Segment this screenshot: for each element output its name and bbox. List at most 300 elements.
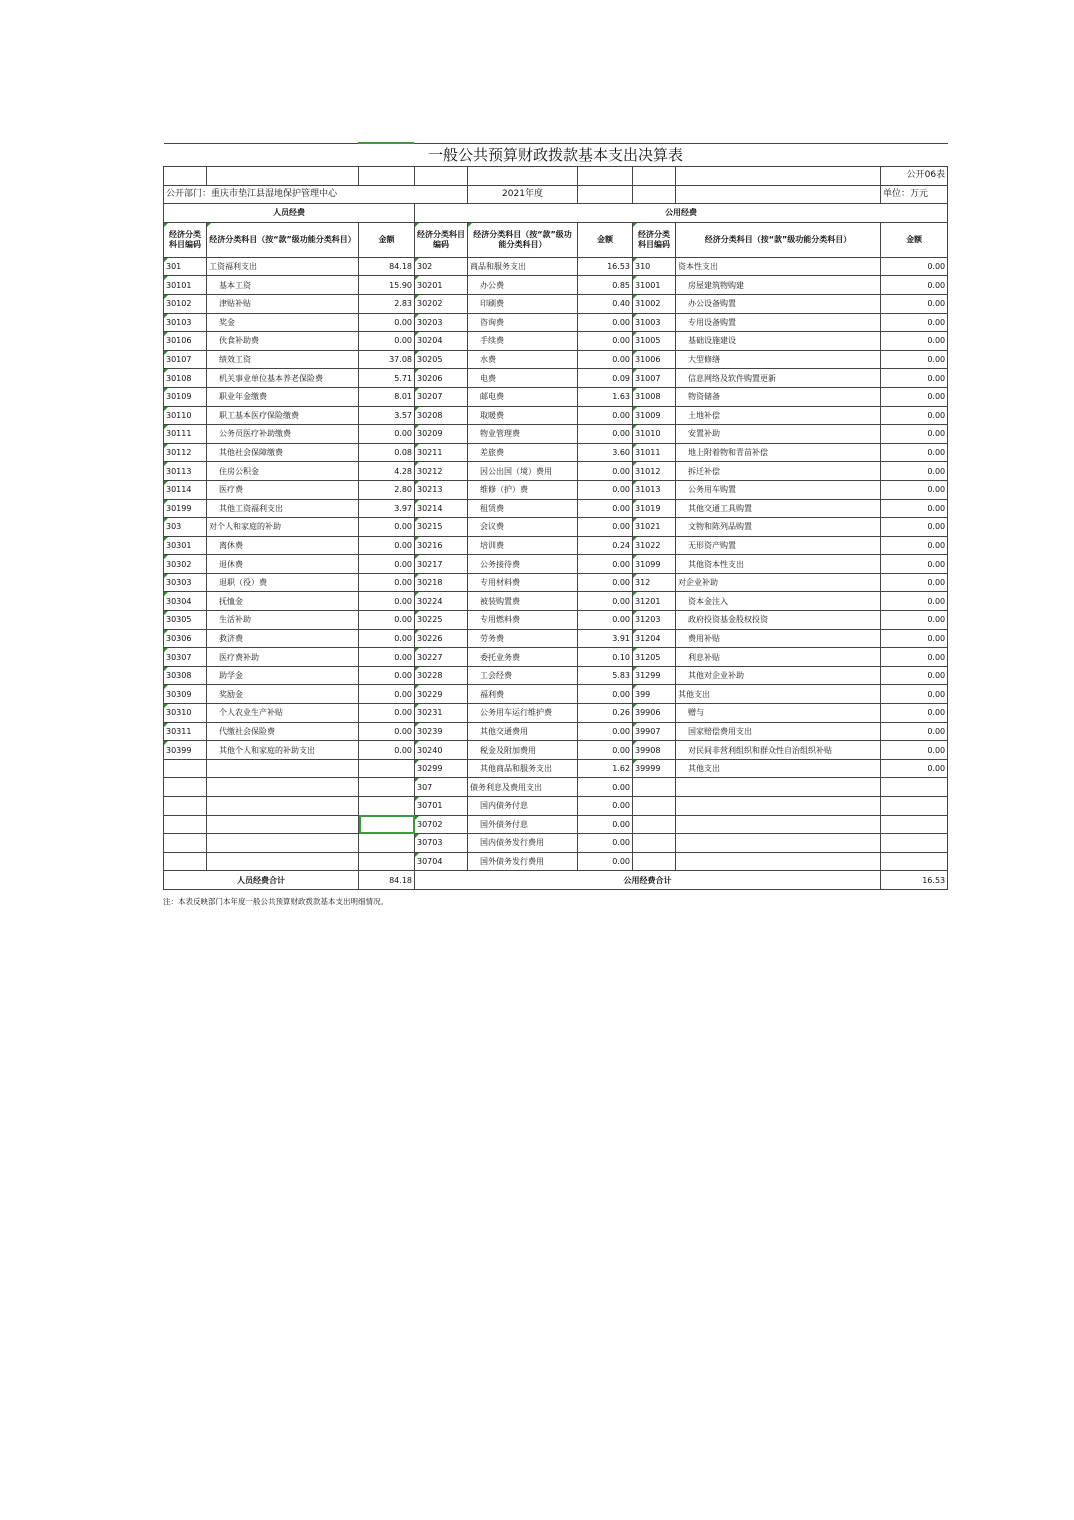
cell-amount-a[interactable]: 84.18 — [359, 257, 415, 276]
cell-name-c[interactable]: 费用补贴 — [676, 629, 881, 648]
cell-amount-b[interactable]: 0.00 — [578, 313, 633, 332]
cell-amount-a[interactable] — [359, 778, 415, 797]
cell-amount-c[interactable]: 0.00 — [881, 443, 948, 462]
cell-name-c[interactable]: 对企业补助 — [676, 573, 881, 592]
cell-code-a[interactable]: 30309 — [164, 685, 207, 704]
cell-name-a[interactable] — [207, 852, 359, 871]
cell-amount-b[interactable]: 5.83 — [578, 666, 633, 685]
cell-name-b[interactable]: 电费 — [468, 369, 578, 388]
cell-amount-b[interactable]: 0.00 — [578, 518, 633, 537]
cell-code-b[interactable]: 30225 — [415, 611, 468, 630]
cell-amount-a[interactable]: 4.28 — [359, 462, 415, 481]
cell-amount-a[interactable]: 0.00 — [359, 741, 415, 760]
cell-code-a[interactable]: 301 — [164, 257, 207, 276]
cell-name-b[interactable]: 邮电费 — [468, 387, 578, 406]
cell-code-a[interactable]: 30301 — [164, 536, 207, 555]
cell-amount-b[interactable]: 0.40 — [578, 294, 633, 313]
cell-name-a[interactable]: 奖金 — [207, 313, 359, 332]
cell-code-b[interactable]: 30702 — [415, 815, 468, 834]
cell-amount-c[interactable]: 0.00 — [881, 666, 948, 685]
cell-name-a[interactable]: 住房公积金 — [207, 462, 359, 481]
cell-code-a[interactable]: 30199 — [164, 499, 207, 518]
cell-amount-b[interactable]: 0.00 — [578, 815, 633, 834]
cell-name-a[interactable]: 退休费 — [207, 555, 359, 574]
cell-code-a[interactable]: 30306 — [164, 629, 207, 648]
cell-amount-b[interactable]: 0.00 — [578, 462, 633, 481]
cell-amount-a[interactable]: 0.00 — [359, 666, 415, 685]
cell-name-b[interactable]: 印刷费 — [468, 294, 578, 313]
cell-amount-a[interactable]: 3.57 — [359, 406, 415, 425]
cell-amount-c[interactable]: 0.00 — [881, 592, 948, 611]
cell-code-c[interactable] — [633, 834, 676, 853]
cell-amount-c[interactable]: 0.00 — [881, 722, 948, 741]
cell-amount-a[interactable]: 3.97 — [359, 499, 415, 518]
cell-code-a[interactable]: 30308 — [164, 666, 207, 685]
cell-name-c[interactable]: 其他资本性支出 — [676, 555, 881, 574]
cell-amount-b[interactable]: 3.60 — [578, 443, 633, 462]
cell-name-b[interactable]: 其他商品和服务支出 — [468, 759, 578, 778]
cell-code-a[interactable]: 30307 — [164, 648, 207, 667]
cell-code-c[interactable]: 31021 — [633, 518, 676, 537]
cell-amount-b[interactable]: 0.00 — [578, 797, 633, 816]
cell-amount-c[interactable]: 0.00 — [881, 518, 948, 537]
cell-code-c[interactable]: 31204 — [633, 629, 676, 648]
cell-amount-a[interactable] — [359, 815, 415, 834]
cell-amount-c[interactable]: 0.00 — [881, 369, 948, 388]
cell-code-b[interactable]: 30201 — [415, 276, 468, 295]
cell-code-a[interactable]: 30310 — [164, 704, 207, 723]
cell-amount-c[interactable] — [881, 852, 948, 871]
cell-amount-b[interactable]: 0.00 — [578, 685, 633, 704]
cell-name-b[interactable]: 工会经费 — [468, 666, 578, 685]
cell-code-c[interactable]: 31099 — [633, 555, 676, 574]
cell-name-a[interactable]: 医疗费补助 — [207, 648, 359, 667]
cell-amount-b[interactable]: 0.00 — [578, 611, 633, 630]
cell-code-b[interactable]: 30228 — [415, 666, 468, 685]
cell-name-c[interactable]: 其他对企业补助 — [676, 666, 881, 685]
cell-code-b[interactable]: 30214 — [415, 499, 468, 518]
cell-name-c[interactable]: 无形资产购置 — [676, 536, 881, 555]
cell-name-a[interactable]: 退职（役）费 — [207, 573, 359, 592]
cell-amount-a[interactable]: 5.71 — [359, 369, 415, 388]
cell-name-c[interactable]: 赠与 — [676, 704, 881, 723]
cell-code-b[interactable]: 30202 — [415, 294, 468, 313]
cell-name-b[interactable]: 租赁费 — [468, 499, 578, 518]
cell-name-b[interactable]: 差旅费 — [468, 443, 578, 462]
cell-name-b[interactable]: 培训费 — [468, 536, 578, 555]
cell-name-a[interactable]: 职工基本医疗保险缴费 — [207, 406, 359, 425]
cell-amount-b[interactable]: 0.00 — [578, 722, 633, 741]
cell-code-a[interactable]: 30101 — [164, 276, 207, 295]
cell-code-c[interactable] — [633, 852, 676, 871]
cell-code-a[interactable]: 30399 — [164, 741, 207, 760]
cell-name-a[interactable] — [207, 759, 359, 778]
cell-name-c[interactable]: 文物和陈列品购置 — [676, 518, 881, 537]
cell-amount-b[interactable]: 0.09 — [578, 369, 633, 388]
cell-amount-c[interactable]: 0.00 — [881, 629, 948, 648]
cell-code-a[interactable]: 30112 — [164, 443, 207, 462]
cell-amount-b[interactable]: 0.00 — [578, 480, 633, 499]
cell-name-a[interactable]: 对个人和家庭的补助 — [207, 518, 359, 537]
cell-amount-b[interactable]: 1.62 — [578, 759, 633, 778]
cell-code-c[interactable]: 31005 — [633, 332, 676, 351]
cell-code-a[interactable]: 303 — [164, 518, 207, 537]
cell-code-c[interactable]: 310 — [633, 257, 676, 276]
cell-amount-b[interactable]: 16.53 — [578, 257, 633, 276]
cell-name-c[interactable]: 公务用车购置 — [676, 480, 881, 499]
cell-name-c[interactable] — [676, 834, 881, 853]
cell-amount-c[interactable]: 0.00 — [881, 611, 948, 630]
cell-amount-a[interactable]: 0.00 — [359, 425, 415, 444]
cell-name-a[interactable]: 个人农业生产补贴 — [207, 704, 359, 723]
cell-name-a[interactable]: 离休费 — [207, 536, 359, 555]
cell-code-b[interactable]: 30216 — [415, 536, 468, 555]
cell-code-a[interactable]: 30303 — [164, 573, 207, 592]
cell-code-b[interactable]: 30212 — [415, 462, 468, 481]
cell-amount-c[interactable] — [881, 834, 948, 853]
cell-name-c[interactable]: 安置补助 — [676, 425, 881, 444]
cell-name-c[interactable]: 国家赔偿费用支出 — [676, 722, 881, 741]
cell-name-b[interactable]: 福利费 — [468, 685, 578, 704]
cell-code-b[interactable]: 30213 — [415, 480, 468, 499]
cell-code-b[interactable]: 30206 — [415, 369, 468, 388]
cell-code-a[interactable]: 30106 — [164, 332, 207, 351]
cell-name-b[interactable]: 国外债务发行费用 — [468, 852, 578, 871]
cell-code-c[interactable]: 39999 — [633, 759, 676, 778]
cell-name-a[interactable]: 其他社会保障缴费 — [207, 443, 359, 462]
cell-amount-b[interactable]: 0.00 — [578, 741, 633, 760]
cell-name-b[interactable]: 税金及附加费用 — [468, 741, 578, 760]
cell-name-a[interactable] — [207, 797, 359, 816]
cell-name-a[interactable] — [207, 834, 359, 853]
cell-name-c[interactable]: 其他支出 — [676, 685, 881, 704]
cell-code-b[interactable]: 30203 — [415, 313, 468, 332]
cell-amount-b[interactable]: 0.85 — [578, 276, 633, 295]
cell-amount-c[interactable]: 0.00 — [881, 406, 948, 425]
cell-name-b[interactable]: 公务用车运行维护费 — [468, 704, 578, 723]
cell-name-c[interactable]: 办公设备购置 — [676, 294, 881, 313]
cell-amount-a[interactable]: 37.08 — [359, 350, 415, 369]
cell-amount-a[interactable] — [359, 834, 415, 853]
cell-code-b[interactable]: 30701 — [415, 797, 468, 816]
cell-code-a[interactable]: 30302 — [164, 555, 207, 574]
cell-name-c[interactable] — [676, 815, 881, 834]
cell-name-b[interactable]: 国外债务付息 — [468, 815, 578, 834]
cell-code-b[interactable]: 302 — [415, 257, 468, 276]
cell-amount-a[interactable]: 15.90 — [359, 276, 415, 295]
cell-name-c[interactable]: 大型修缮 — [676, 350, 881, 369]
cell-amount-a[interactable]: 8.01 — [359, 387, 415, 406]
cell-code-a[interactable]: 30109 — [164, 387, 207, 406]
cell-name-c[interactable]: 资本性支出 — [676, 257, 881, 276]
cell-amount-c[interactable]: 0.00 — [881, 462, 948, 481]
cell-amount-b[interactable]: 0.00 — [578, 555, 633, 574]
cell-name-a[interactable]: 职业年金缴费 — [207, 387, 359, 406]
cell-amount-a[interactable]: 0.00 — [359, 573, 415, 592]
cell-code-c[interactable]: 31008 — [633, 387, 676, 406]
cell-name-a[interactable]: 其他工资福利支出 — [207, 499, 359, 518]
cell-name-a[interactable]: 医疗费 — [207, 480, 359, 499]
cell-code-a[interactable]: 30113 — [164, 462, 207, 481]
cell-name-a[interactable]: 绩效工资 — [207, 350, 359, 369]
cell-code-b[interactable]: 307 — [415, 778, 468, 797]
cell-amount-c[interactable]: 0.00 — [881, 480, 948, 499]
cell-code-c[interactable]: 39908 — [633, 741, 676, 760]
cell-name-b[interactable]: 水费 — [468, 350, 578, 369]
cell-amount-c[interactable]: 0.00 — [881, 536, 948, 555]
cell-amount-c[interactable] — [881, 815, 948, 834]
cell-code-b[interactable]: 30704 — [415, 852, 468, 871]
cell-code-c[interactable]: 31003 — [633, 313, 676, 332]
cell-code-a[interactable]: 30305 — [164, 611, 207, 630]
cell-code-c[interactable]: 39906 — [633, 704, 676, 723]
cell-code-c[interactable]: 31022 — [633, 536, 676, 555]
cell-amount-a[interactable] — [359, 797, 415, 816]
cell-amount-b[interactable]: 0.00 — [578, 425, 633, 444]
cell-name-c[interactable]: 土地补偿 — [676, 406, 881, 425]
cell-amount-a[interactable]: 0.00 — [359, 722, 415, 741]
cell-amount-b[interactable]: 0.26 — [578, 704, 633, 723]
cell-code-a[interactable]: 30107 — [164, 350, 207, 369]
cell-name-c[interactable]: 房屋建筑物购建 — [676, 276, 881, 295]
cell-code-b[interactable]: 30215 — [415, 518, 468, 537]
cell-code-c[interactable]: 31201 — [633, 592, 676, 611]
cell-amount-b[interactable]: 0.00 — [578, 350, 633, 369]
cell-name-c[interactable]: 专用设备购置 — [676, 313, 881, 332]
cell-code-b[interactable]: 30207 — [415, 387, 468, 406]
cell-code-c[interactable]: 31299 — [633, 666, 676, 685]
cell-amount-c[interactable]: 0.00 — [881, 425, 948, 444]
cell-amount-a[interactable]: 0.00 — [359, 611, 415, 630]
cell-amount-c[interactable]: 0.00 — [881, 573, 948, 592]
cell-amount-c[interactable]: 0.00 — [881, 499, 948, 518]
cell-code-b[interactable]: 30231 — [415, 704, 468, 723]
cell-code-b[interactable]: 30204 — [415, 332, 468, 351]
cell-amount-c[interactable]: 0.00 — [881, 759, 948, 778]
cell-code-a[interactable]: 30110 — [164, 406, 207, 425]
cell-amount-b[interactable]: 0.00 — [578, 592, 633, 611]
cell-code-c[interactable]: 399 — [633, 685, 676, 704]
cell-amount-c[interactable] — [881, 778, 948, 797]
cell-code-c[interactable]: 31203 — [633, 611, 676, 630]
cell-name-a[interactable] — [207, 778, 359, 797]
cell-code-b[interactable]: 30227 — [415, 648, 468, 667]
cell-amount-a[interactable]: 0.08 — [359, 443, 415, 462]
cell-code-b[interactable]: 30218 — [415, 573, 468, 592]
cell-code-c[interactable]: 31011 — [633, 443, 676, 462]
cell-name-a[interactable]: 救济费 — [207, 629, 359, 648]
cell-amount-c[interactable]: 0.00 — [881, 555, 948, 574]
cell-name-a[interactable]: 公务员医疗补助缴费 — [207, 425, 359, 444]
cell-amount-b[interactable]: 0.00 — [578, 499, 633, 518]
cell-amount-a[interactable]: 2.80 — [359, 480, 415, 499]
cell-name-b[interactable]: 因公出国（境）费用 — [468, 462, 578, 481]
cell-amount-c[interactable]: 0.00 — [881, 257, 948, 276]
cell-code-c[interactable]: 31007 — [633, 369, 676, 388]
cell-code-a[interactable]: 30311 — [164, 722, 207, 741]
cell-code-a[interactable]: 30103 — [164, 313, 207, 332]
cell-name-b[interactable]: 取暖费 — [468, 406, 578, 425]
cell-code-c[interactable]: 31019 — [633, 499, 676, 518]
cell-amount-a[interactable]: 0.00 — [359, 518, 415, 537]
cell-amount-c[interactable]: 0.00 — [881, 741, 948, 760]
cell-code-b[interactable]: 30240 — [415, 741, 468, 760]
cell-name-c[interactable]: 政府投资基金股权投资 — [676, 611, 881, 630]
cell-name-b[interactable]: 专用燃料费 — [468, 611, 578, 630]
cell-code-b[interactable]: 30226 — [415, 629, 468, 648]
cell-code-c[interactable]: 31205 — [633, 648, 676, 667]
cell-code-c[interactable]: 312 — [633, 573, 676, 592]
cell-name-c[interactable]: 基础设施建设 — [676, 332, 881, 351]
cell-code-b[interactable]: 30209 — [415, 425, 468, 444]
cell-code-c[interactable]: 31013 — [633, 480, 676, 499]
cell-code-c[interactable]: 31012 — [633, 462, 676, 481]
cell-code-b[interactable]: 30205 — [415, 350, 468, 369]
cell-code-c[interactable]: 39907 — [633, 722, 676, 741]
cell-name-b[interactable]: 会议费 — [468, 518, 578, 537]
cell-amount-c[interactable]: 0.00 — [881, 648, 948, 667]
cell-code-b[interactable]: 30208 — [415, 406, 468, 425]
cell-code-c[interactable]: 31001 — [633, 276, 676, 295]
cell-amount-c[interactable]: 0.00 — [881, 350, 948, 369]
cell-name-c[interactable]: 拆迁补偿 — [676, 462, 881, 481]
cell-name-a[interactable]: 代缴社会保险费 — [207, 722, 359, 741]
cell-amount-a[interactable]: 0.00 — [359, 629, 415, 648]
cell-name-b[interactable]: 债务利息及费用支出 — [468, 778, 578, 797]
cell-code-a[interactable]: 30108 — [164, 369, 207, 388]
cell-code-a[interactable]: 30111 — [164, 425, 207, 444]
cell-name-a[interactable]: 助学金 — [207, 666, 359, 685]
cell-amount-a[interactable]: 2.83 — [359, 294, 415, 313]
cell-amount-c[interactable]: 0.00 — [881, 685, 948, 704]
cell-amount-c[interactable] — [881, 797, 948, 816]
cell-code-a[interactable]: 30102 — [164, 294, 207, 313]
cell-amount-b[interactable]: 0.00 — [578, 406, 633, 425]
title-row — [164, 144, 948, 167]
cell-code-b[interactable]: 30217 — [415, 555, 468, 574]
cell-code-a[interactable] — [164, 834, 207, 853]
cell-name-c[interactable]: 利息补贴 — [676, 648, 881, 667]
cell-name-c[interactable]: 其他支出 — [676, 759, 881, 778]
cell-name-c[interactable]: 其他交通工具购置 — [676, 499, 881, 518]
cell-name-b[interactable]: 咨询费 — [468, 313, 578, 332]
cell-name-b[interactable]: 委托业务费 — [468, 648, 578, 667]
cell-amount-a[interactable]: 0.00 — [359, 648, 415, 667]
cell-amount-a[interactable]: 0.00 — [359, 536, 415, 555]
cell-code-c[interactable]: 31009 — [633, 406, 676, 425]
cell-amount-c[interactable]: 0.00 — [881, 332, 948, 351]
cell-code-a[interactable] — [164, 778, 207, 797]
cell-code-a[interactable] — [164, 852, 207, 871]
cell-name-b[interactable]: 手续费 — [468, 332, 578, 351]
cell-amount-b[interactable]: 0.00 — [578, 834, 633, 853]
cell-name-b[interactable]: 国内债务付息 — [468, 797, 578, 816]
table-row — [164, 834, 948, 853]
cell-amount-a[interactable] — [359, 852, 415, 871]
cell-amount-c[interactable]: 0.00 — [881, 276, 948, 295]
col-header-code-b: 经济分类科目编码 — [415, 222, 468, 257]
cell-name-b[interactable]: 其他交通费用 — [468, 722, 578, 741]
cell-code-a[interactable] — [164, 759, 207, 778]
cell-name-b[interactable]: 物业管理费 — [468, 425, 578, 444]
cell-name-c[interactable] — [676, 778, 881, 797]
cell-name-a[interactable]: 津贴补贴 — [207, 294, 359, 313]
cell-name-c[interactable]: 物资储备 — [676, 387, 881, 406]
cell-code-a[interactable]: 30114 — [164, 480, 207, 499]
cell-name-a[interactable]: 抚恤金 — [207, 592, 359, 611]
cell-name-a[interactable]: 其他个人和家庭的补助支出 — [207, 741, 359, 760]
cell-amount-a[interactable]: 0.00 — [359, 685, 415, 704]
cell-code-b[interactable]: 30224 — [415, 592, 468, 611]
cell-amount-b[interactable]: 0.24 — [578, 536, 633, 555]
cell-name-c[interactable]: 地上附着物和青苗补偿 — [676, 443, 881, 462]
cell-code-b[interactable]: 30703 — [415, 834, 468, 853]
cell-name-a[interactable]: 生活补助 — [207, 611, 359, 630]
cell-amount-c[interactable]: 0.00 — [881, 313, 948, 332]
cell-name-c[interactable] — [676, 797, 881, 816]
cell-amount-a[interactable] — [359, 759, 415, 778]
cell-code-c[interactable] — [633, 778, 676, 797]
cell-code-a[interactable] — [164, 797, 207, 816]
cell-code-b[interactable]: 30239 — [415, 722, 468, 741]
cell-amount-a[interactable]: 0.00 — [359, 704, 415, 723]
cell-name-a[interactable]: 基本工资 — [207, 276, 359, 295]
cell-name-a[interactable]: 伙食补助费 — [207, 332, 359, 351]
cell-name-c[interactable]: 对民间非营利组织和群众性自治组织补贴 — [676, 741, 881, 760]
cell-code-c[interactable]: 31006 — [633, 350, 676, 369]
cell-name-b[interactable]: 商品和服务支出 — [468, 257, 578, 276]
cell-amount-b[interactable]: 0.00 — [578, 852, 633, 871]
cell-name-b[interactable]: 办公费 — [468, 276, 578, 295]
cell-name-b[interactable]: 劳务费 — [468, 629, 578, 648]
cell-amount-a[interactable]: 0.00 — [359, 592, 415, 611]
cell-name-c[interactable] — [676, 852, 881, 871]
cell-code-b[interactable]: 30299 — [415, 759, 468, 778]
cell-code-b[interactable]: 30211 — [415, 443, 468, 462]
cell-amount-a[interactable]: 0.00 — [359, 555, 415, 574]
cell-amount-b[interactable]: 3.91 — [578, 629, 633, 648]
cell-amount-a[interactable]: 0.00 — [359, 313, 415, 332]
cell-code-a[interactable] — [164, 815, 207, 834]
cell-amount-b[interactable]: 0.10 — [578, 648, 633, 667]
cell-amount-b[interactable]: 0.00 — [578, 573, 633, 592]
cell-name-a[interactable]: 奖励金 — [207, 685, 359, 704]
cell-amount-b[interactable]: 0.00 — [578, 332, 633, 351]
cell-code-c[interactable]: 31002 — [633, 294, 676, 313]
cell-name-c[interactable]: 信息网络及软件购置更新 — [676, 369, 881, 388]
cell-code-a[interactable]: 30304 — [164, 592, 207, 611]
cell-name-a[interactable] — [207, 815, 359, 834]
cell-name-c[interactable]: 资本金注入 — [676, 592, 881, 611]
cell-name-a[interactable]: 机关事业单位基本养老保险费 — [207, 369, 359, 388]
cell-amount-c[interactable]: 0.00 — [881, 387, 948, 406]
cell-name-b[interactable]: 被装购置费 — [468, 592, 578, 611]
cell-code-b[interactable]: 30229 — [415, 685, 468, 704]
cell-name-b[interactable]: 维修（护）费 — [468, 480, 578, 499]
cell-code-c[interactable] — [633, 797, 676, 816]
cell-name-b[interactable]: 国内债务发行费用 — [468, 834, 578, 853]
cell-amount-b[interactable]: 0.00 — [578, 778, 633, 797]
cell-name-b[interactable]: 专用材料费 — [468, 573, 578, 592]
cell-amount-b[interactable]: 1.63 — [578, 387, 633, 406]
cell-code-c[interactable] — [633, 815, 676, 834]
cell-amount-c[interactable]: 0.00 — [881, 294, 948, 313]
cell-name-b[interactable]: 公务接待费 — [468, 555, 578, 574]
cell-amount-a[interactable]: 0.00 — [359, 332, 415, 351]
cell-code-c[interactable]: 31010 — [633, 425, 676, 444]
cell-name-a[interactable]: 工资福利支出 — [207, 257, 359, 276]
cell-amount-c[interactable]: 0.00 — [881, 704, 948, 723]
